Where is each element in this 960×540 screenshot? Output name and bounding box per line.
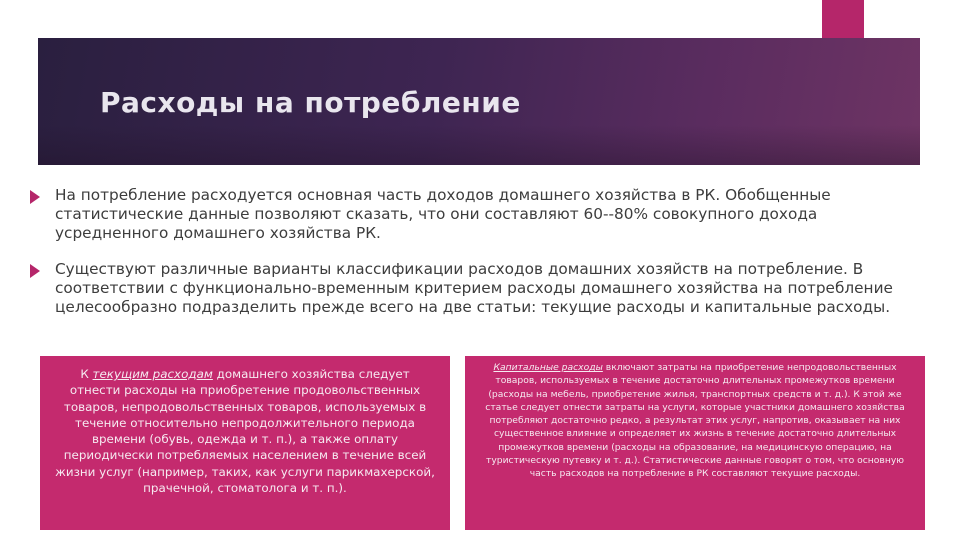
capital-expenses-text: включают затраты на приобретение непродовольственных товаров, используемых в течение достаточно длительных промежутков времени (расходы на мебель, приобретение жилья, транспортных средств и т. д.). К этой же статье следует отнести затраты на услуги, которые участники домашнего хозяйства потребляют достаточно редко, а результат этих услуг, напротив, оказывает на них существенное влияние и определяет их жизнь в течение достаточно длительных промежутков времени (расходы на образование, на медицинскую операцию, на туристическую путевку и т. д.). Статистические данные говорят о том, что основную часть расходов на потребление в РК составляют текущие расходы. xyxy=(485,362,905,480)
current-expenses-term: текущим расходам xyxy=(92,367,213,381)
capital-expenses-box xyxy=(465,356,925,530)
bullet-text: На потребление расходуется основная часть доходов домашнего хозяйства в РК. Обобщенные статистические данные позволяют сказать, что они составляют 60--80% совокупного дохода усредненного домашнего хозяйства РК. xyxy=(55,186,831,242)
triangle-bullet-icon xyxy=(30,190,40,204)
box-prefix: К xyxy=(80,367,93,381)
capital-expenses-term: Капитальные расходы xyxy=(493,362,603,373)
slide-title: Расходы на потребление xyxy=(100,86,521,119)
current-expenses-text: домашнего хозяйства следует отнести расходы на приобретение продовольственных товаров, непродовольственных товаров, используемых в течение относительно непродолжительного периода времени (обувь, одежда и т. п.), а также оплату периодически потребляемых населением в течение всей жизни услуг (например, таких, как услуги парикмахерской, прачечной, стоматолога и т. п.). xyxy=(55,367,435,496)
bullet-item xyxy=(30,186,935,243)
bullet-text: Существуют различные варианты классификации расходов домашних хозяйств на потребление. В соответствии с функционально-временным критерием расходы домашнего хозяйства на потребление целесообразно подразделить прежде всего на две статьи: текущие расходы и капитальные расходы. xyxy=(55,260,893,316)
bullet-item xyxy=(30,260,935,317)
bullet-list xyxy=(30,186,935,334)
current-expenses-box xyxy=(40,356,450,530)
triangle-bullet-icon xyxy=(30,264,40,278)
